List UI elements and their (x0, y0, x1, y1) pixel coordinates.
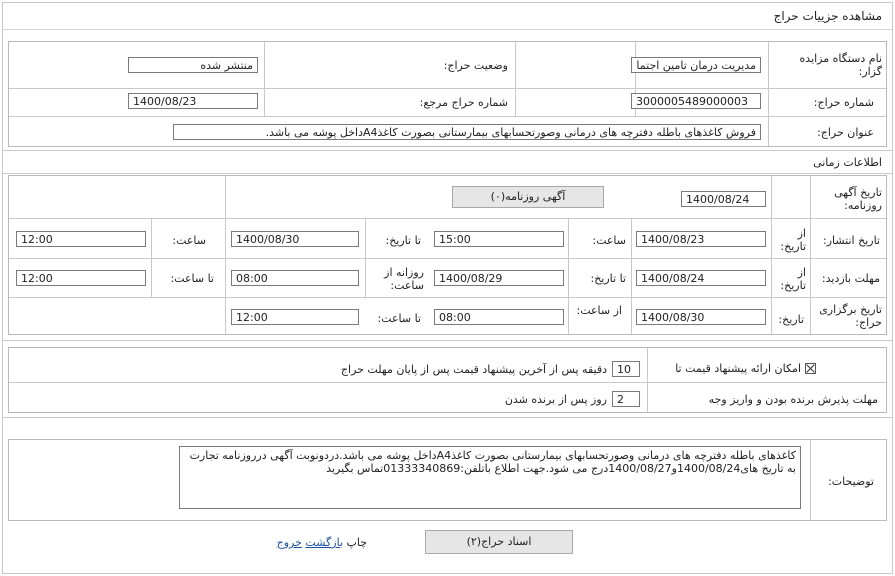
publish-from-time-field: 15:00 (434, 231, 564, 247)
publish-to-time-label: ساعت: (172, 234, 206, 247)
auction-number-label: شماره حراج: (813, 96, 874, 109)
ad-date-field: 1400/08/24 (681, 191, 766, 207)
exit-link[interactable]: خروج (276, 536, 302, 549)
newspaper-ads-button[interactable]: آگهی روزنامه(۰) (452, 186, 604, 208)
auctioneer-label: نام دستگاه مزایده گزار: (799, 52, 882, 78)
hold-to-time-label: تا ساعت: (377, 312, 421, 325)
bidding-rules-table (8, 347, 887, 413)
visit-to-date-field: 1400/08/29 (434, 270, 564, 286)
hold-date-field: 1400/08/30 (636, 309, 766, 325)
visit-daily-to-field: 12:00 (16, 270, 146, 286)
auctioneer-field: مدیریت درمان تامین اجتما (631, 57, 761, 73)
footer-links (277, 536, 367, 549)
timing-table (8, 175, 887, 335)
ad-date-label: تاریخ آگهی روزنامه: (834, 186, 882, 212)
auction-number-field: 3000005489000003 (631, 93, 761, 109)
visit-from-date-label: از تاریخ: (780, 266, 806, 292)
hold-from-time-label: از ساعت: (576, 304, 622, 317)
hold-to-time-field: 12:00 (231, 309, 359, 325)
visit-daily-from-label: روزانه از ساعت: (384, 266, 424, 292)
bid-minutes-field: 10 (612, 361, 640, 377)
subject-field: فروش کاغذهای باطله دفترچه های درمانی وصورتحسابهای بیمارستانی بصورت کاغذA4داخل پوشه می باشد. (173, 124, 761, 140)
hold-from-time-field: 08:00 (434, 309, 564, 325)
status-label: وضعیت حراج: (443, 59, 508, 72)
panel-header (3, 3, 892, 30)
publish-label: تاریخ انتشار: (822, 234, 880, 247)
timing-section-title: اطلاعات زمانی (813, 156, 882, 169)
page-title: مشاهده جزییات حراج (773, 9, 882, 23)
print-link[interactable]: چاپ (346, 536, 367, 549)
visit-daily-from-field: 08:00 (231, 270, 359, 286)
winner-deadline-label: مهلت پذیرش برنده بودن و واریز وجه (708, 393, 878, 406)
publish-from-date-label: از تاریخ: (780, 227, 806, 253)
visit-from-date-field: 1400/08/24 (636, 270, 766, 286)
description-label: توضیحات: (828, 475, 874, 488)
reference-number-label: شماره حراج مرجع: (419, 96, 508, 109)
publish-to-time-field: 12:00 (16, 231, 146, 247)
auction-details-panel (2, 2, 893, 574)
publish-to-date-field: 1400/08/30 (231, 231, 359, 247)
winner-days-field: 2 (612, 391, 640, 407)
auction-info-table (8, 41, 887, 147)
bid-option-label: امکان ارائه پیشنهاد قیمت تا (675, 362, 801, 375)
publish-to-date-label: تا تاریخ: (385, 234, 421, 247)
bid-minutes-suffix: دقیقه پس از آخرین پیشنهاد قیمت پس از پایان مهلت حراج (340, 363, 607, 376)
status-field: منتشر شده (128, 57, 258, 73)
reference-number-field: 1400/08/23 (128, 93, 258, 109)
bid-option-checkbox[interactable] (805, 363, 816, 374)
winner-days-suffix: روز پس از برنده شدن (504, 393, 607, 406)
publish-from-date-field: 1400/08/23 (636, 231, 766, 247)
hold-date-label: تاریخ برگزاری حراج: (819, 303, 882, 329)
auction-documents-button[interactable]: اسناد حراج(۲) (425, 530, 573, 554)
hold-date-sub-label: تاریخ: (778, 313, 804, 326)
description-textarea[interactable] (179, 446, 801, 509)
visit-daily-to-label: تا ساعت: (170, 272, 214, 285)
subject-label: عنوان حراج: (817, 126, 874, 139)
back-link[interactable]: بازگشت (305, 536, 343, 549)
publish-from-time-label: ساعت: (592, 234, 626, 247)
visit-to-date-label: تا تاریخ: (590, 272, 626, 285)
visit-deadline-label: مهلت بازدید: (821, 272, 880, 285)
